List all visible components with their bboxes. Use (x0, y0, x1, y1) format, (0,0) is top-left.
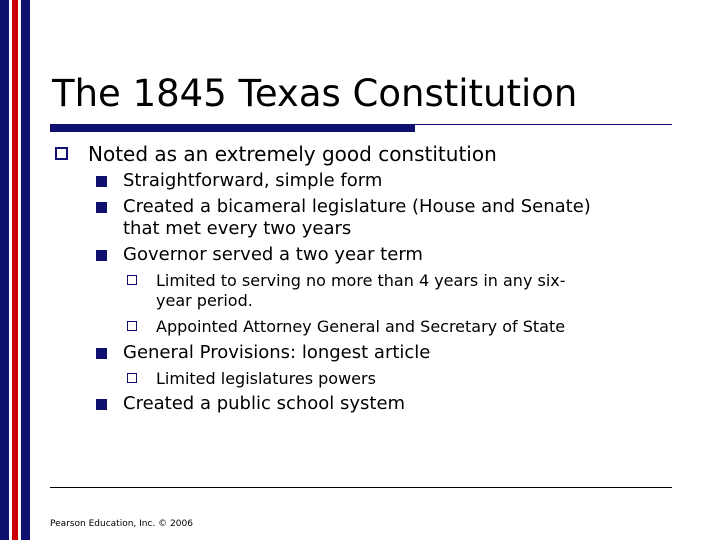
footer-divider (50, 487, 672, 488)
hollow-square-bullet-icon (127, 275, 137, 285)
bullet-text-continuation: that met every two years (123, 218, 352, 239)
bullet-text: Governor served a two year term (123, 244, 423, 265)
left-stripe-navy-inner (21, 0, 30, 540)
hollow-square-bullet-icon (127, 373, 137, 383)
footer-copyright: Pearson Education, Inc. © 2006 (50, 519, 193, 529)
hollow-square-bullet-icon (55, 147, 68, 160)
title-accent-bar (50, 124, 415, 132)
filled-square-bullet-icon (96, 250, 107, 261)
filled-square-bullet-icon (96, 176, 107, 187)
bullet-text: Appointed Attorney General and Secretary of State (156, 317, 566, 336)
bullet-text: Limited to serving no more than 4 years in any six- (156, 271, 566, 290)
bullet-text: Limited legislatures powers (156, 369, 376, 388)
filled-square-bullet-icon (96, 348, 107, 359)
filled-square-bullet-icon (96, 399, 107, 410)
bullet-text: Straightforward, simple form (123, 170, 383, 191)
hollow-square-bullet-icon (127, 321, 137, 331)
left-stripe-navy-outer (0, 0, 9, 540)
bullet-text: Created a public school system (123, 393, 406, 414)
slide-title: The 1845 Texas Constitution (52, 72, 578, 115)
bullet-text: Created a bicameral legislature (House and Senate) (123, 196, 591, 217)
filled-square-bullet-icon (96, 202, 107, 213)
bullet-text: Noted as an extremely good constitution (88, 142, 497, 166)
bullet-text-continuation: year period. (156, 291, 253, 310)
bullet-text: General Provisions: longest article (123, 342, 431, 363)
